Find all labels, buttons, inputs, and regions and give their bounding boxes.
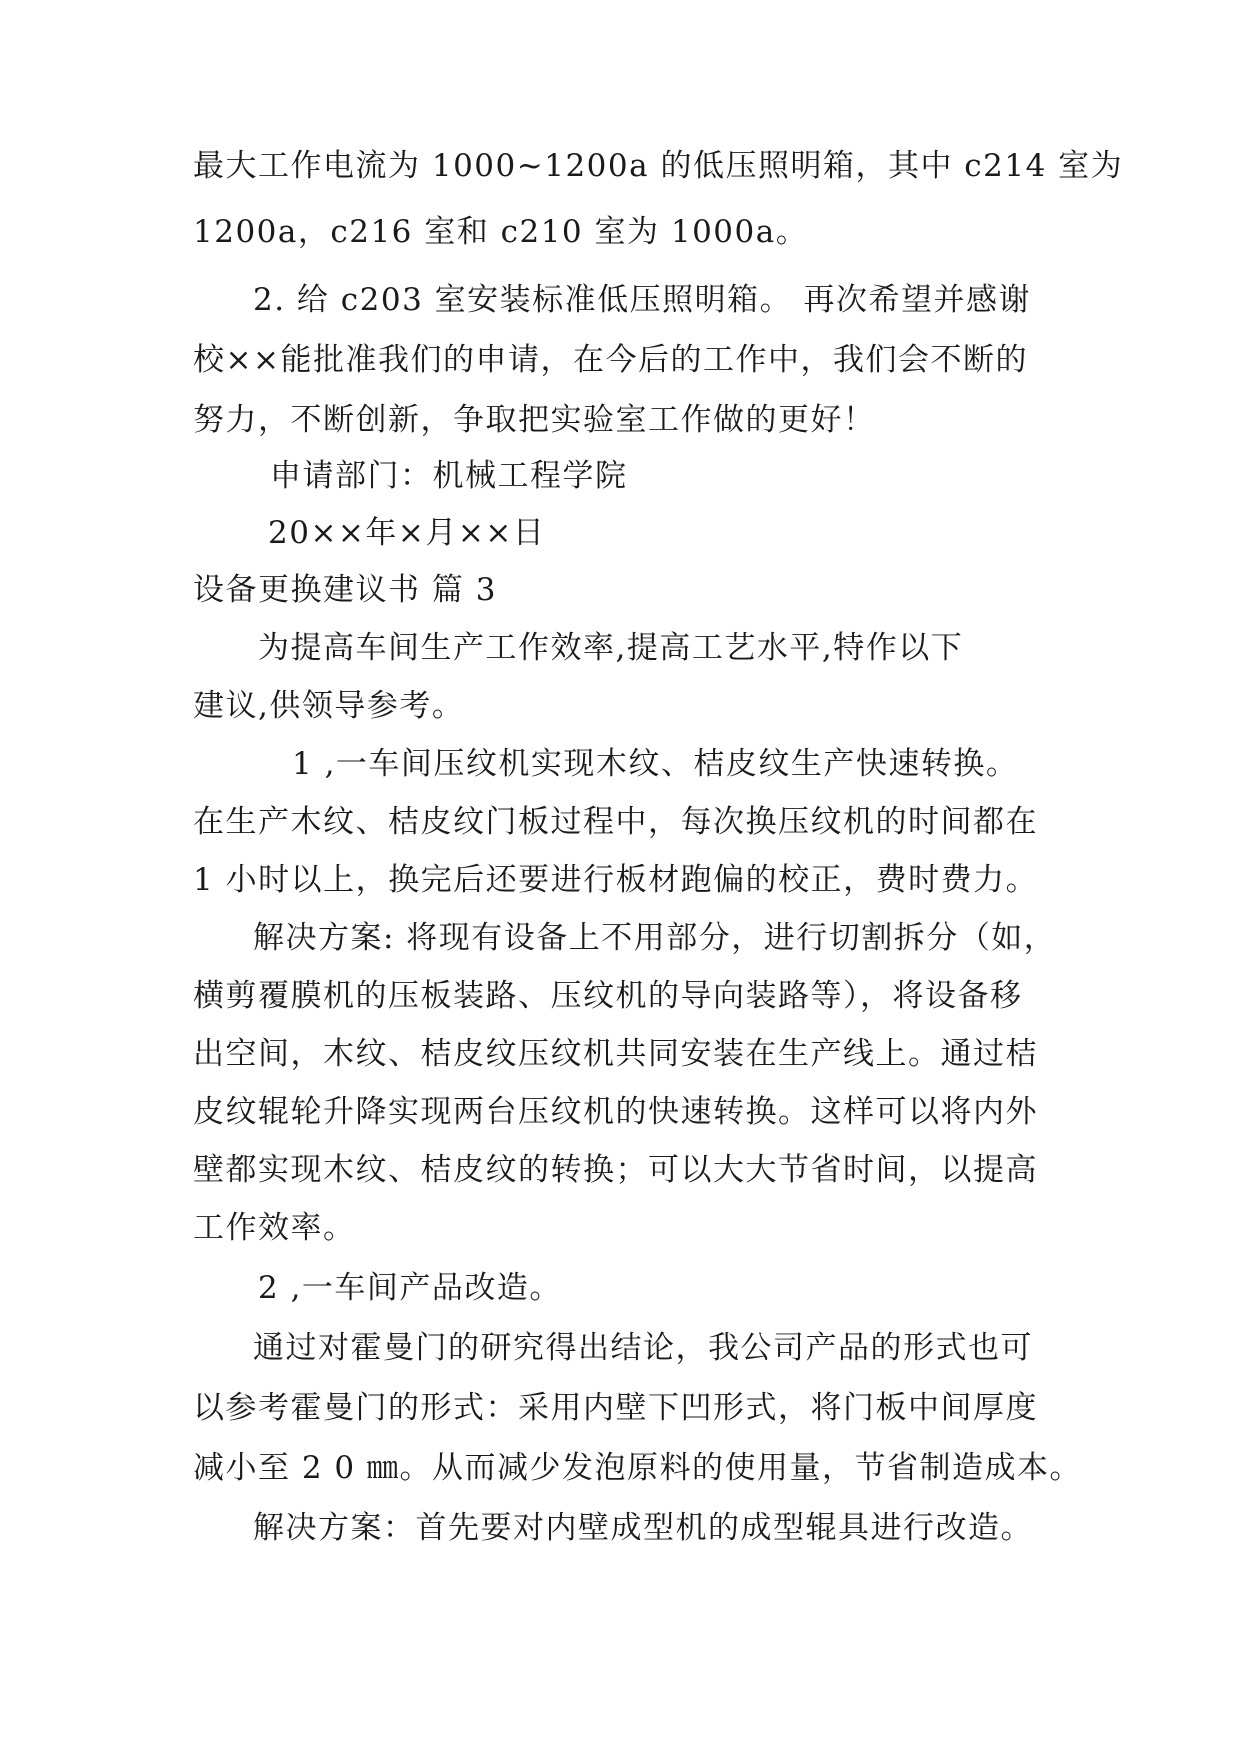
text-line-15: 横剪覆膜机的压板装路、压纹机的导向装路等），将设备移 xyxy=(193,978,1023,1014)
text-line-16: 出空间，木纹、桔皮纹压纹机共同安装在生产线上。通过桔 xyxy=(193,1036,1038,1072)
text-line-23: 减小至 2 0 ㎜。从而减少发泡原料的使用量，节省制造成本。 xyxy=(193,1450,1083,1486)
date-line: 20××年×月××日 xyxy=(268,515,546,551)
text-line-19: 工作效率。 xyxy=(193,1210,356,1246)
solution-1: 解决方案: 将现有设备上不用部分，进行切割拆分（如， xyxy=(253,920,1057,956)
list-item-2: 2. 给 c203 室安装标准低压照明箱。 再次希望并感谢 xyxy=(253,282,1032,318)
solution-2: 解决方案：首先要对内壁成型机的成型辊具进行改造。 xyxy=(253,1510,1033,1546)
text-line-17: 皮纹辊轮升降实现两台压纹机的快速转换。这样可以将内外 xyxy=(193,1094,1038,1130)
text-line-5: 努力，不断创新，争取把实验室工作做的更好！ xyxy=(193,402,876,438)
text-line-22: 以参考霍曼门的形式：采用内壁下凹形式，将门板中间厚度 xyxy=(193,1390,1038,1426)
section-heading: 设备更换建议书 篇 3 xyxy=(193,572,497,608)
text-line-12: 在生产木纹、桔皮纹门板过程中，每次换压纹机的时间都在 xyxy=(193,804,1038,840)
text-line-2: 1200a，c216 室和 c210 室为 1000a。 xyxy=(193,214,809,250)
text-line-9: 为提高车间生产工作效率,提高工艺水平,特作以下 xyxy=(258,630,964,666)
text-line-21: 通过对霍曼门的研究得出结论，我公司产品的形式也可 xyxy=(253,1330,1033,1366)
text-line-4: 校××能批准我们的申请，在今后的工作中，我们会不断的 xyxy=(193,342,1028,378)
text-line-13: 1 小时以上，换完后还要进行板材跑偏的校正，费时费力。 xyxy=(193,862,1039,898)
applicant-department: 申请部门：机械工程学院 xyxy=(270,458,628,494)
list-item-1-heading: 1 ,一车间压纹机实现木纹、桔皮纹生产快速转换。 xyxy=(292,746,1019,782)
text-line-1: 最大工作电流为 1000~1200a 的低压照明箱，其中 c214 室为 xyxy=(193,148,1124,184)
text-line-18: 壁都实现木纹、桔皮纹的转换；可以大大节省时间，以提高 xyxy=(193,1152,1038,1188)
text-line-10: 建议,供领导参考。 xyxy=(193,688,465,724)
list-item-2-heading: 2 ,一车间产品改造。 xyxy=(258,1270,562,1306)
